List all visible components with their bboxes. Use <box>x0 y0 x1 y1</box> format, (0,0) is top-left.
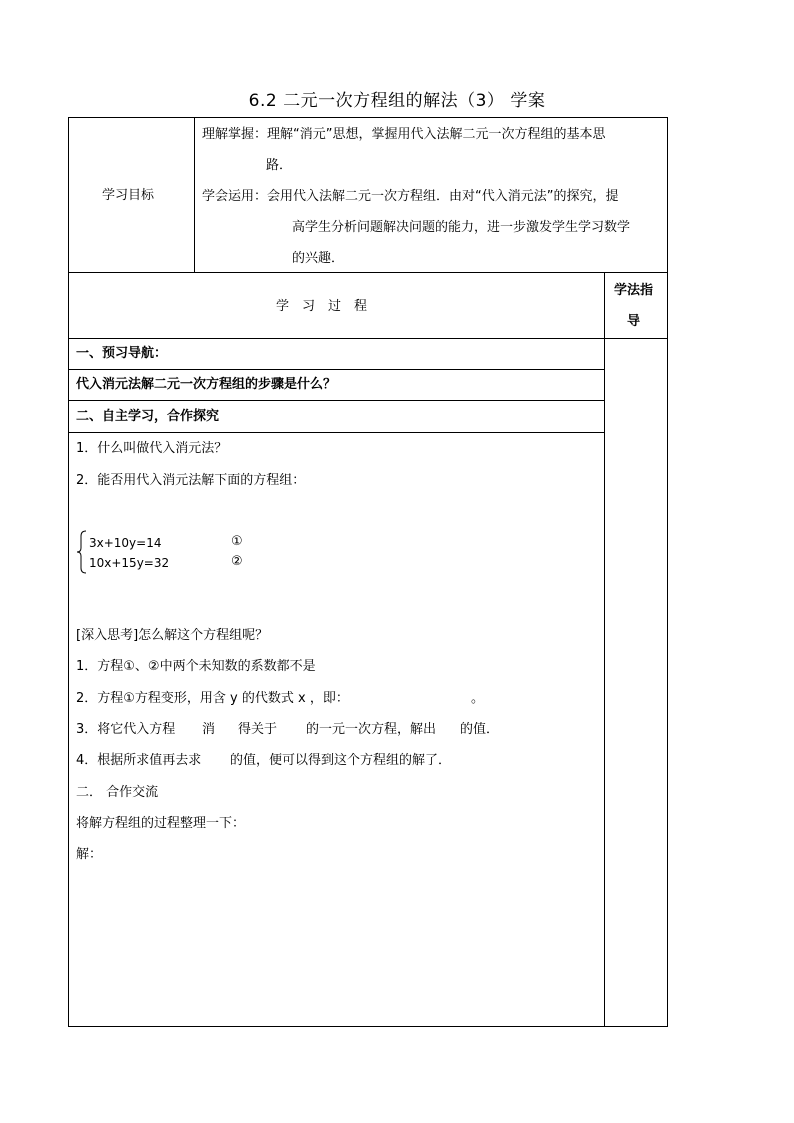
preview-nav-heading: 一、预习导航： <box>76 346 168 361</box>
thinking-step-3d: 的一元一次方程，解出 <box>306 722 437 737</box>
guide-header-line1: 学法指 <box>614 283 654 298</box>
question-2: 2．能否用代入消元法解下面的方程组： <box>76 473 306 488</box>
self-study-heading: 二、自主学习，合作探究 <box>76 409 220 424</box>
page-title: 6.2 二元一次方程组的解法（3） 学案 <box>248 91 546 111</box>
brace-icon <box>76 530 88 574</box>
guide-header-line2: 导 <box>627 314 641 329</box>
thinking-step-3b: 消 <box>202 722 216 737</box>
equation-2-mark: ② <box>231 554 243 569</box>
objective-understand-line1: 理解掌握：理解“消元”思想，掌握用代入法解二元一次方程组的基本思 <box>202 127 606 142</box>
process-header: 学 习 过 程 <box>276 299 368 314</box>
cooperate-instruction: 将解方程组的过程整理一下： <box>76 816 246 831</box>
thinking-step-4a: 4．根据所求值再去求 <box>76 753 202 768</box>
equation-1-mark: ① <box>231 534 243 549</box>
equation-1: 3x+10y=14 <box>89 536 162 550</box>
preview-question: 代入消元法解二元一次方程组的步骤是什么？ <box>76 377 337 392</box>
objective-apply-line3: 的兴趣． <box>292 251 345 266</box>
cooperate-heading: 二． 合作交流 <box>76 785 159 800</box>
objective-apply-line1: 学会运用：会用代入法解二元一次方程组．由对“代入消元法”的探究，提 <box>202 189 619 204</box>
equation-2: 10x+15y=32 <box>89 556 170 570</box>
thinking-step-3c: 得关于 <box>238 722 278 737</box>
objective-understand-line2: 路． <box>266 158 293 173</box>
solution-label: 解： <box>76 847 103 862</box>
objectives-label: 学习目标 <box>102 188 155 203</box>
thinking-step-2: 2．方程①方程变形，用含 y 的代数式 x ，即： <box>76 691 349 706</box>
objective-apply-line2: 高学生分析问题解决问题的能力，进一步激发学生学习数学 <box>292 220 631 235</box>
thinking-step-2-end: 。 <box>471 691 485 706</box>
thinking-intro: [深入思考]怎么解这个方程组呢？ <box>76 628 269 643</box>
thinking-step-3e: 的值． <box>460 722 500 737</box>
question-1: 1．什么叫做代入消元法？ <box>76 441 228 456</box>
thinking-step-3a: 3．将它代入方程 <box>76 722 176 737</box>
thinking-step-1: 1．方程①、②中两个未知数的系数都不是 <box>76 659 316 674</box>
thinking-step-4b: 的值，便可以得到这个方程组的解了． <box>230 753 452 768</box>
